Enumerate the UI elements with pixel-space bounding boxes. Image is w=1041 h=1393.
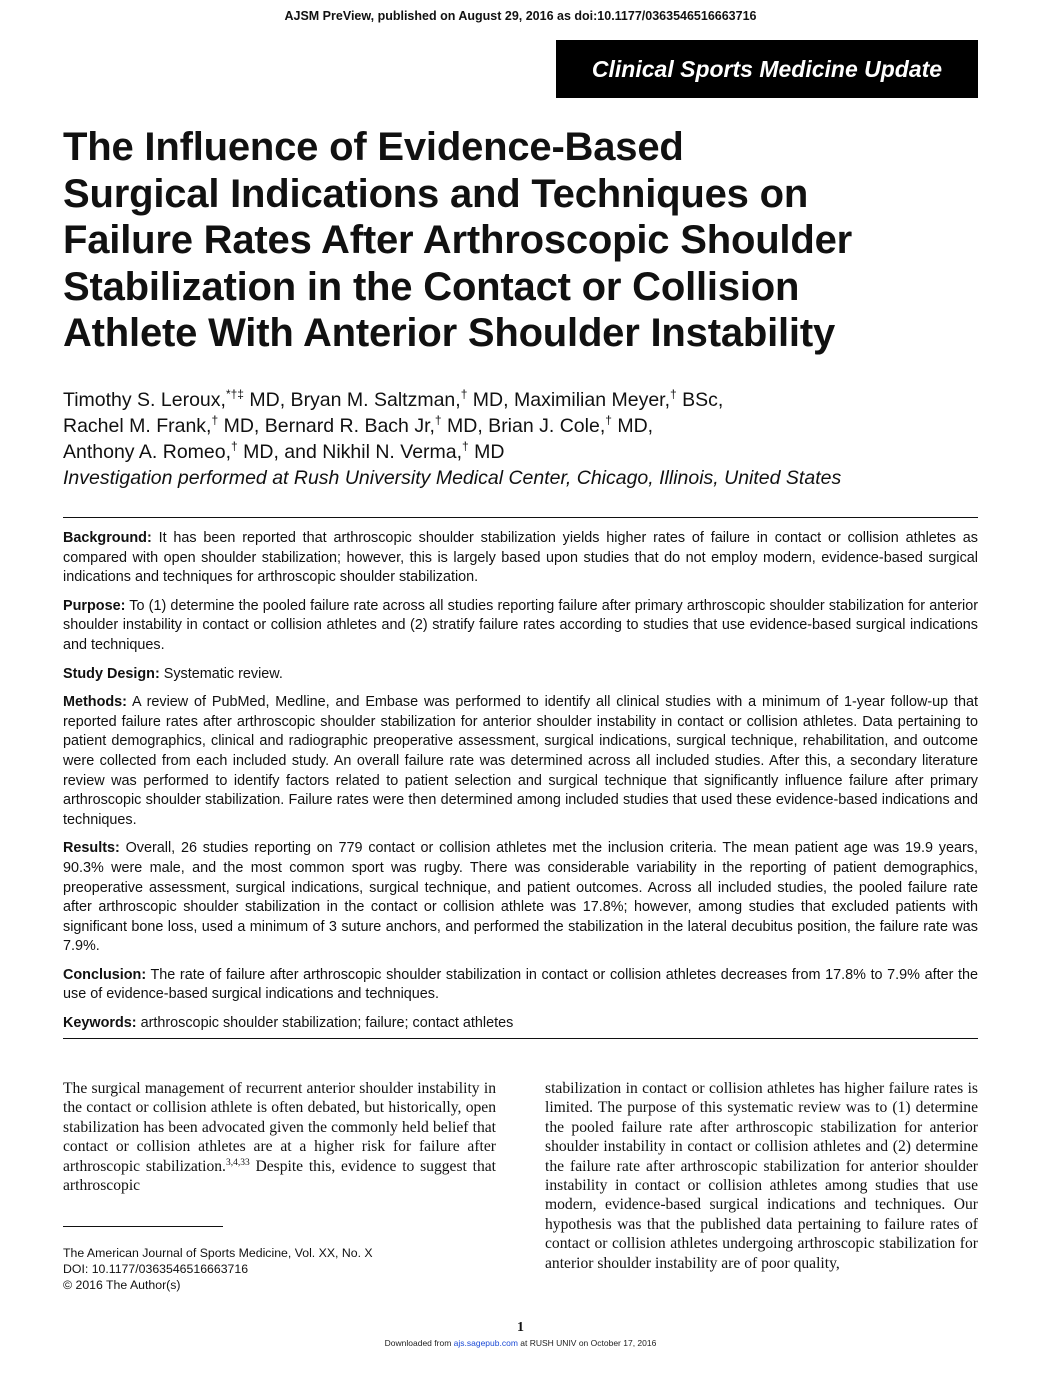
download-prefix: Downloaded from <box>384 1338 454 1348</box>
download-suffix: at RUSH UNIV on October 17, 2016 <box>517 1338 657 1348</box>
abstract-text: A review of PubMed, Medline, and Embase was performed to identify all clinical studies with a minimum of 1-year follow-up that reported failure rates after arthroscopic shoulder stabilization for anterior shoulder instability in contact or collision athletes. Data pertaining to patient demographics, clinical and radiographic preoperative assessment, surgical indications, surgical technique, rehabilitation, and outcome were collected from each included study. An overall failure rate was determined across all included studies. After this, a secondary literature review was performed to identify factors related to patient selection and surgical technique that significantly influence failure after primary arthroscopic shoulder stabilization. Failure rates were then determined among included studies that used these evidence-based indications and techniques. <box>63 694 978 828</box>
title-line: Surgical Indications and Techniques on <box>63 171 809 216</box>
affiliation-marks: † <box>460 386 468 401</box>
author-name: Anthony A. Romeo, <box>63 441 232 463</box>
abstract-results <box>63 839 978 957</box>
affiliation-marks: † <box>434 412 442 427</box>
author-name: Maximilian Meyer, <box>508 389 671 411</box>
copyright: © 2016 The Author(s) <box>63 1278 181 1293</box>
abstract-label: Results: <box>63 840 120 857</box>
affiliation-marks: † <box>605 412 612 427</box>
citation: 3,4,33 <box>225 1157 250 1168</box>
title-line: Failure Rates After Arthroscopic Shoulder <box>63 218 852 262</box>
abstract-text: Systematic review. <box>159 665 283 682</box>
abstract-text: Overall, 26 studies reporting on 779 contact or collision athletes met the inclusion criteria. The mean patient age was 19.9 years, 90.3% were male, and the most common sport was rugby. There was considerable variability in the reporting of patient demographics, preoperative assessment, surgical indications, surgical technique, and patient outcomes. Across all included studies, the pooled failure rate after arthroscopic shoulder stabilization in the contact or collision athlete was 17.8%; however, among studies that excluded patients with significant bone loss, used a minimum of 3 suture anchors, and performed the stabilization in the lateral decubitus position, the failure rate was 7.9%. <box>63 840 978 955</box>
abstract-label: Methods: <box>63 694 127 711</box>
author-name: Nikhil N. Verma, <box>316 441 463 463</box>
abstract-methods <box>63 693 978 830</box>
body-column-right: stabilization in contact or collision athletes has higher failure rates is limited. The purpose of this systematic review was to (1) determine the pooled failure rate after arthroscopic stabilization for anterior shoulder instability in contact or collision athletes and (2) determine the failure rate after arthroscopic stabilization for anterior shoulder instability in contact or collision athletes among studies that use modern, evidence-based surgical indications and techniques. Our hypothesis was that the published data pertaining to failure rates of contact or collision athletes undergoing arthroscopic stabilization for anterior shoulder instability are of poor quality, <box>545 1080 978 1272</box>
affiliation-marks: † <box>670 386 677 401</box>
author-name: Brian J. Cole, <box>482 415 606 437</box>
author-line <box>63 387 983 413</box>
author-block <box>63 387 983 491</box>
abstract-conclusion <box>63 966 978 1005</box>
body-text: Despite this, evidence to suggest that arthroscopic <box>63 1157 497 1195</box>
author-name: Bernard R. Bach Jr, <box>259 415 435 437</box>
author-degree: MD, <box>467 389 509 411</box>
section-banner: Clinical Sports Medicine Update <box>556 40 978 98</box>
author-name: Bryan M. Saltzman, <box>285 389 461 411</box>
author-degree: MD, <box>611 415 654 437</box>
author-degree: MD, <box>441 415 483 437</box>
abstract-text: arthroscopic shoulder stabilization; failure; contact athletes <box>136 1015 514 1032</box>
author-degree: BSc, <box>676 389 724 411</box>
abstract <box>63 529 978 1043</box>
abstract-label: Purpose: <box>63 597 126 614</box>
abstract-text: It has been reported that arthroscopic shoulder stabilization yields higher rates of failure in contact or collision athletes as compared with open shoulder stabilization; however, this is largely based upon studies that do not employ modern, evidence-based surgical indications and techniques for arthroscopic shoulder stabilization. <box>63 530 978 586</box>
abstract-bottom-rule <box>63 1038 978 1039</box>
affiliation-marks: *†‡ <box>225 386 244 401</box>
body-column-left <box>63 1079 496 1195</box>
abstract-text: The rate of failure after arthroscopic shoulder stabilization in contact or collision athletes decreases from 17.8% to 7.9% after the use of evidence-based surgical indications and techniques. <box>63 966 978 1003</box>
title-line: Athlete With Anterior Shoulder Instability <box>63 311 836 355</box>
abstract-keywords <box>63 1014 978 1034</box>
author-name: Rachel M. Frank, <box>63 415 212 437</box>
page-number: 1 <box>517 1320 524 1335</box>
abstract-label: Background: <box>63 530 152 546</box>
abstract-purpose <box>63 597 978 656</box>
footnote-rule <box>63 1226 223 1227</box>
author-name: Timothy S. Leroux, <box>63 389 226 411</box>
abstract-background <box>63 529 978 588</box>
preview-publication-line: AJSM PreView, published on August 29, 2016 as doi:10.1177/0363546516663716 <box>284 9 757 23</box>
affiliation-marks: † <box>211 412 219 427</box>
title-line: Stabilization in the Contact or Collision <box>63 264 800 309</box>
author-line <box>63 439 983 465</box>
author-degree: MD, <box>218 415 260 437</box>
abstract-label: Conclusion: <box>63 966 147 983</box>
download-link[interactable]: ajs.sagepub.com <box>453 1338 518 1348</box>
abstract-study-design <box>63 665 978 685</box>
institution-line: Investigation performed at Rush University Medical Center, Chicago, Illinois, United States <box>63 467 842 489</box>
author-line <box>63 413 983 439</box>
article-title <box>63 124 963 357</box>
affiliation-marks: † <box>231 438 238 453</box>
title-line: The Influence of Evidence-Based <box>63 125 684 169</box>
journal-footnote <box>63 1245 496 1294</box>
body-text: The surgical management of recurrent anterior shoulder instability in the contact or collision athlete is often debated, but historically, open stabilization has been advocated given the commonly held belief that contact or collision athletes are at a higher risk for failure after arthroscopic stabilization. <box>63 1080 496 1175</box>
journal-citation: The American Journal of Sports Medicine, Vol. XX, No. X <box>63 1246 373 1260</box>
abstract-top-rule <box>63 517 978 518</box>
doi: DOI: 10.1177/0363546516663716 <box>63 1262 249 1277</box>
download-notice <box>0 1338 1041 1348</box>
abstract-label: Keywords: <box>63 1015 137 1032</box>
author-degree: MD, and <box>237 441 317 463</box>
abstract-text: To (1) determine the pooled failure rate across all studies reporting failure after primary arthroscopic shoulder stabilization for anterior shoulder instability in contact or collision athletes and (2) stratify failure rates according to studies that use evidence-based surgical indications and techniques. <box>63 597 978 653</box>
author-degree: MD, <box>243 389 286 411</box>
author-degree: MD <box>468 441 505 463</box>
affiliation-marks: † <box>462 438 469 453</box>
abstract-label: Study Design: <box>63 665 160 682</box>
